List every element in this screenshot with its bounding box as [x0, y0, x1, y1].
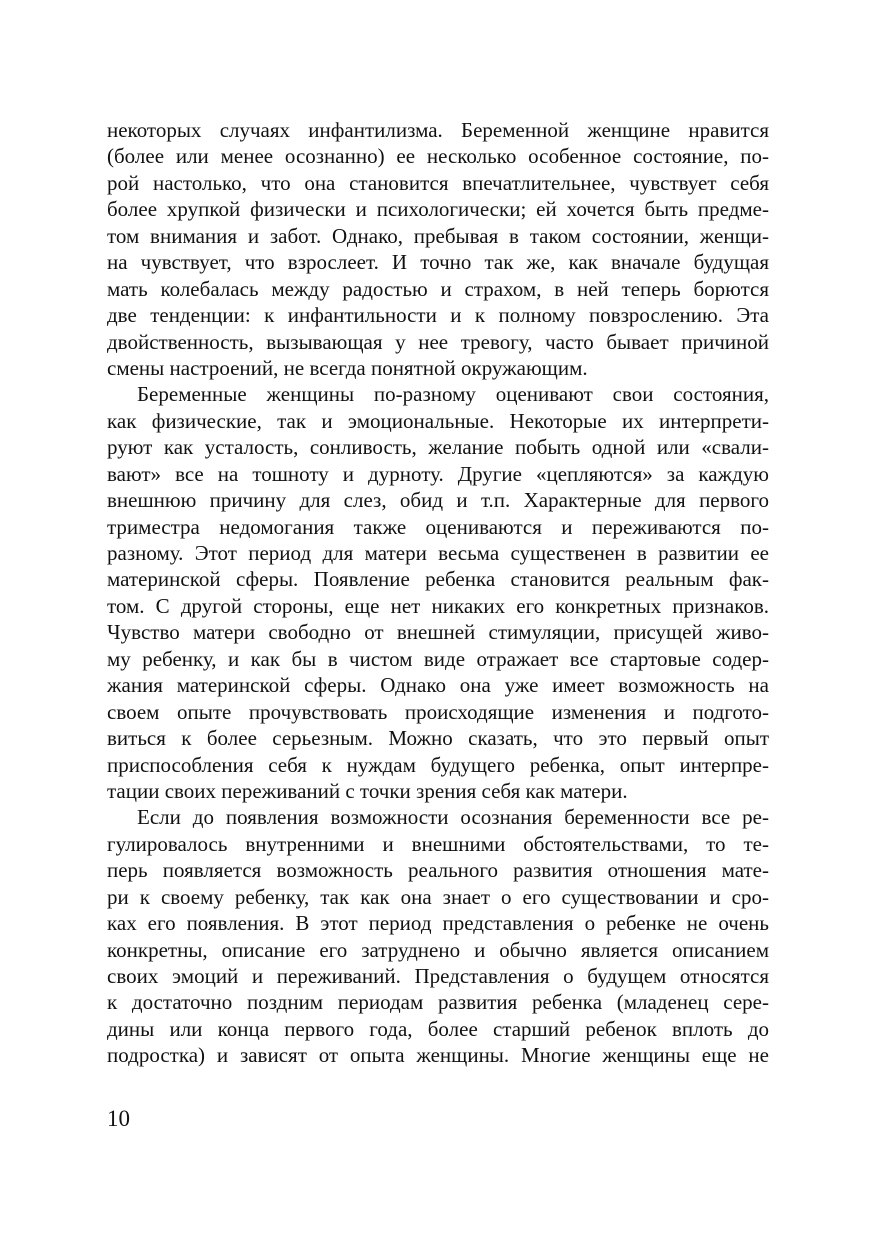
- text-line: Чувство матери свободно от внешней стимуляции, присущей живо-: [107, 620, 769, 645]
- text-line: перь появляется возможность реального развития отношения мате-: [107, 858, 769, 883]
- text-line: триместра недомогания также оцениваются и переживаются по-: [107, 514, 769, 539]
- text-line: ках его появления. В этот период представления о ребенке не очень: [107, 911, 769, 936]
- text-line: ри к своему ребенку, так как она знает о его существовании и сро-: [107, 884, 769, 909]
- text-line: мать колебалась между радостью и страхом, в ней теперь борются: [107, 276, 769, 301]
- text-line: на чувствует, что взрослеет. И точно так же, как вначале будущая: [107, 250, 769, 275]
- text-line: виться к более серьезным. Можно сказать, что это первый опыт: [107, 726, 769, 751]
- paragraph-2: [107, 381, 769, 804]
- text-line: некоторых случаях инфантилизма. Беременной женщине нравится: [107, 118, 769, 142]
- text-line: смены настроений, не всегда понятной окружающим.: [107, 355, 588, 380]
- text-line: рой настолько, что она становится впечатлительнее, чувствует себя: [107, 170, 769, 195]
- text-line: подростка) и зависят от опыта женщины. Многие женщины еще не: [107, 1043, 769, 1068]
- paragraph-3: [107, 804, 769, 1068]
- text-line: внешнюю причину для слез, обид и т.п. Характерные для первого: [107, 488, 769, 513]
- text-line: к достаточно поздним периодам развития ребенка (младенец сере-: [107, 990, 769, 1015]
- text-line: более хрупкой физически и психологически; ей хочется быть предме-: [107, 197, 769, 222]
- text-line: (более или менее осознанно) ее несколько особенное состояние, по-: [107, 144, 769, 169]
- text-line: Беременные женщины по-разному оценивают свои состояния,: [137, 382, 769, 407]
- text-line: руют как усталость, сонливость, желание побыть одной или «свали-: [107, 435, 769, 460]
- text-line: две тенденции: к инфантильности и к полному повзрослению. Эта: [107, 303, 769, 328]
- text-line: своих эмоций и переживаний. Представления о будущем относятся: [107, 964, 769, 988]
- text-line: жания материнской сферы. Однако она уже имеет возможность на: [107, 673, 769, 698]
- text-line: тации своих переживаний с точки зрения себя как матери.: [107, 778, 628, 803]
- text-line: вают» все на тошноту и дурноту. Другие «цепляются» за каждую: [107, 461, 769, 486]
- text-line: материнской сферы. Появление ребенка становится реальным фак-: [107, 567, 769, 592]
- text-line: том внимания и забот. Однако, пребывая в таком состоянии, женщи-: [107, 223, 769, 248]
- text-line: гулировалось внутренними и внешними обстоятельствами, то те-: [107, 831, 769, 856]
- page-body: [107, 117, 769, 1069]
- text-line: том. С другой стороны, еще нет никаких его конкретных признаков.: [107, 593, 769, 618]
- paragraph-1: [107, 117, 769, 381]
- text-line: Если до появления возможности осознания беременности все ре-: [137, 805, 769, 830]
- text-line: дины или конца первого года, более старший ребенок вплоть до: [107, 1016, 769, 1041]
- text-line: конкретны, описание его затруднено и обычно является описанием: [107, 937, 769, 962]
- text-line: разному. Этот период для матери весьма существенен в развитии ее: [107, 541, 769, 565]
- text-line: как физические, так и эмоциональные. Некоторые их интерпрети-: [107, 408, 769, 433]
- page-number: 10: [107, 1106, 130, 1131]
- text-line: му ребенку, и как бы в чистом виде отражает все стартовые содер-: [107, 646, 769, 671]
- text-line: приспособления себя к нуждам будущего ребенка, опыт интерпре-: [107, 752, 769, 777]
- text-line: своем опыте прочувствовать происходящие изменения и подгото-: [107, 699, 769, 724]
- text-line: двойственность, вызывающая у нее тревогу, часто бывает причиной: [107, 329, 769, 354]
